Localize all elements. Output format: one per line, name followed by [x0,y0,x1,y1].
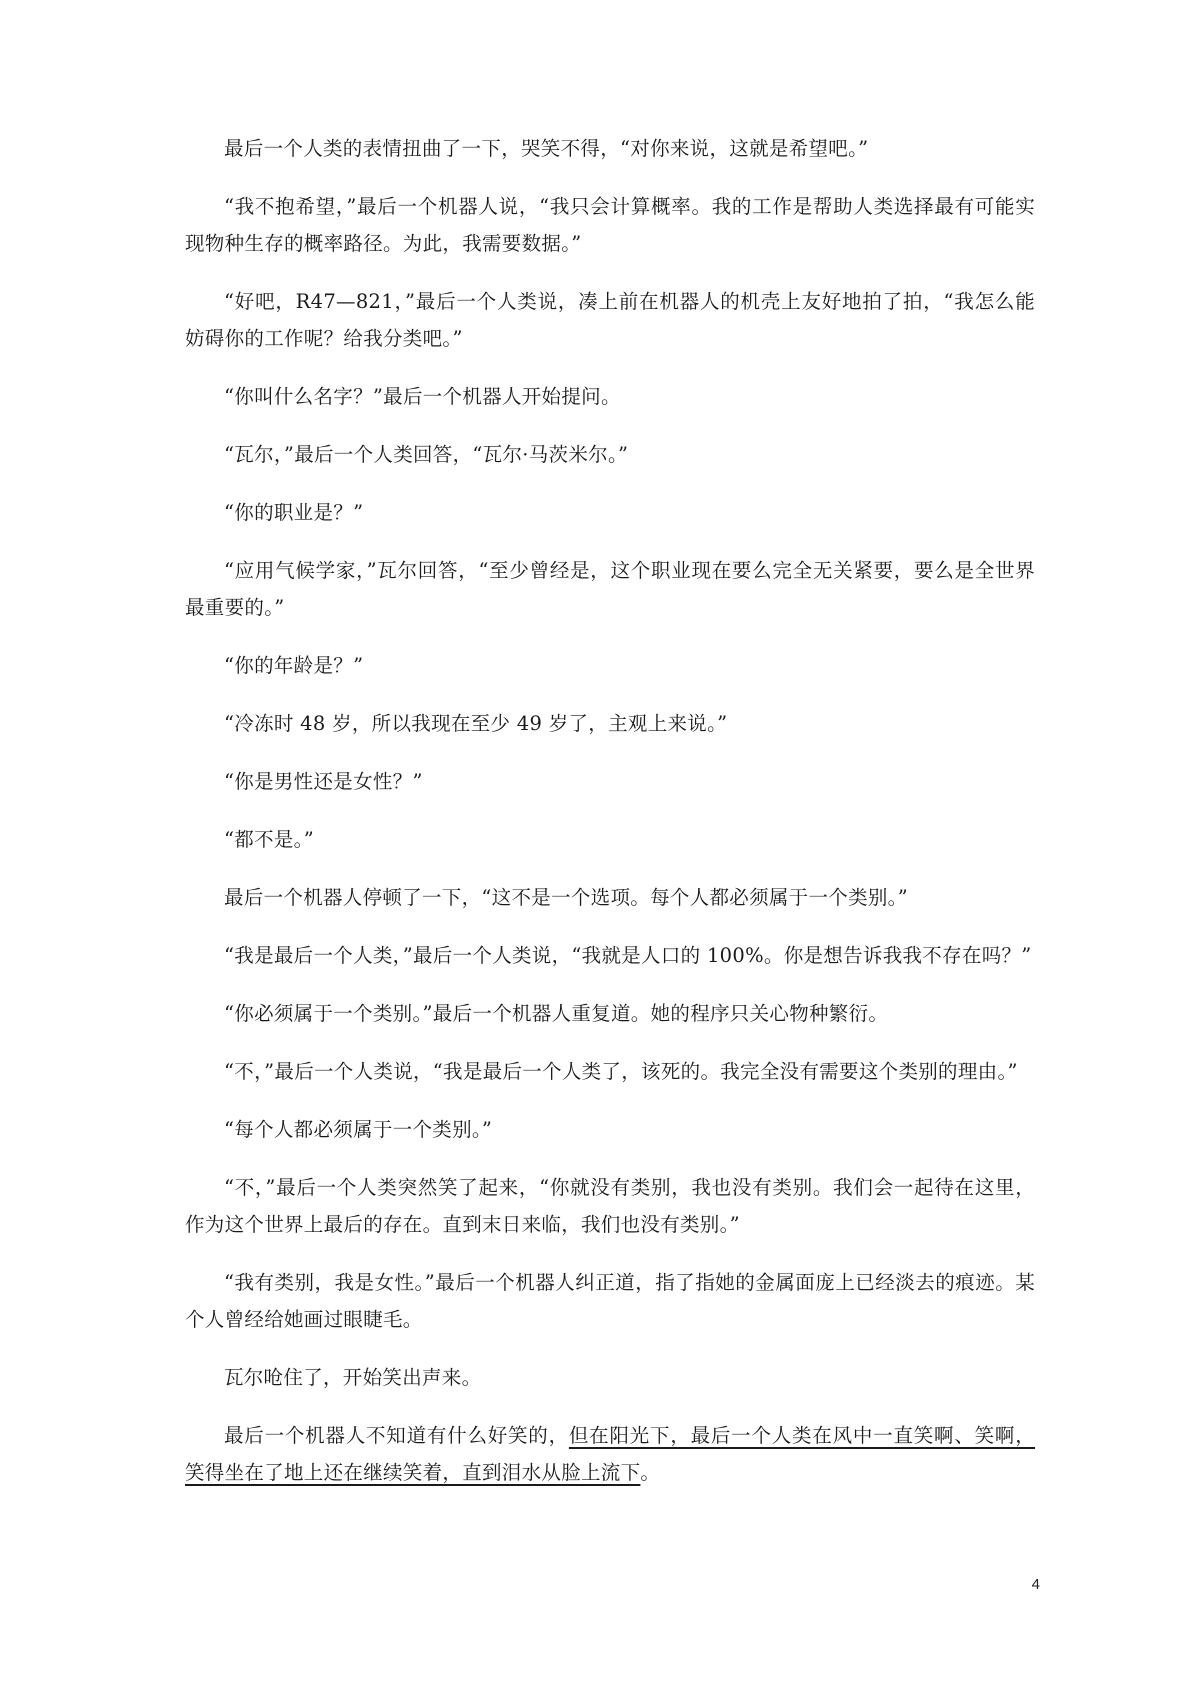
paragraph: 最后一个机器人停顿了一下，“这不是一个选项。每个人都必须属于一个类别。” [224,886,908,909]
paragraph: “我有类别，我是女性。”最后一个机器人纠正道，指了指她的金属面庞上已经淡去的痕迹。某个人曾经给她画过眼睫毛。 [185,1271,1035,1331]
final-paragraph-end: 。 [640,1461,661,1484]
paragraph: “好吧，R47—821，”最后一个人类说，凑上前在机器人的机壳上友好地拍了拍，“我怎么能妨碍你的工作呢？给我分类吧。” [185,290,1035,350]
paragraph: “你的职业是？” [224,501,364,524]
paragraph: 瓦尔呛住了，开始笑出声来。 [224,1366,482,1389]
paragraph: “冷冻时 48 岁，所以我现在至少 49 岁了，主观上来说。” [224,712,728,735]
paragraph: “都不是。” [224,828,314,851]
paragraph: “不，”最后一个人类说，“我是最后一个人类了，该死的。我完全没有需要这个类别的理由。” [224,1060,1018,1083]
final-paragraph [185,1417,1035,1491]
paragraph: “你的年龄是？” [224,654,364,677]
paragraph: “你必须属于一个类别。”最后一个机器人重复道。她的程序只关心物种繁衍。 [224,1002,889,1025]
paragraph: “不，”最后一个人类突然笑了起来，“你就没有类别，我也没有类别。我们会一起待在这里，作为这个世界上最后的存在。直到末日来临，我们也没有类别。” [185,1176,1035,1236]
underlined-passage: 但在阳光下，最后一个人类在风中一直笑啊、笑啊，笑得坐在了地上还在继续笑着，直到泪水从脸上流下 [185,1424,1035,1484]
paragraph: 最后一个人类的表情扭曲了一下，哭笑不得，“对你来说，这就是希望吧。” [224,137,869,160]
paragraph: “应用气候学家，”瓦尔回答，“至少曾经是，这个职业现在要么完全无关紧要，要么是全世界最重要的。” [185,559,1035,619]
paragraph: “我不抱希望，”最后一个机器人说，“我只会计算概率。我的工作是帮助人类选择最有可能实现物种生存的概率路径。为此，我需要数据。” [185,195,1035,255]
paragraph: “你叫什么名字？”最后一个机器人开始提问。 [224,385,621,408]
page-number: 4 [1031,1576,1040,1593]
document-page [185,130,1035,1512]
paragraph: “我是最后一个人类，”最后一个人类说，“我就是人口的 100%。你是想告诉我我不存在吗？” [224,944,1032,967]
paragraph: “瓦尔，”最后一个人类回答，“瓦尔·马茨米尔。” [224,443,629,466]
paragraph: “每个人都必须属于一个类别。” [224,1118,493,1141]
final-paragraph-plain: 最后一个机器人不知道有什么好笑的， [224,1424,569,1447]
paragraph: “你是男性还是女性？” [224,770,423,793]
